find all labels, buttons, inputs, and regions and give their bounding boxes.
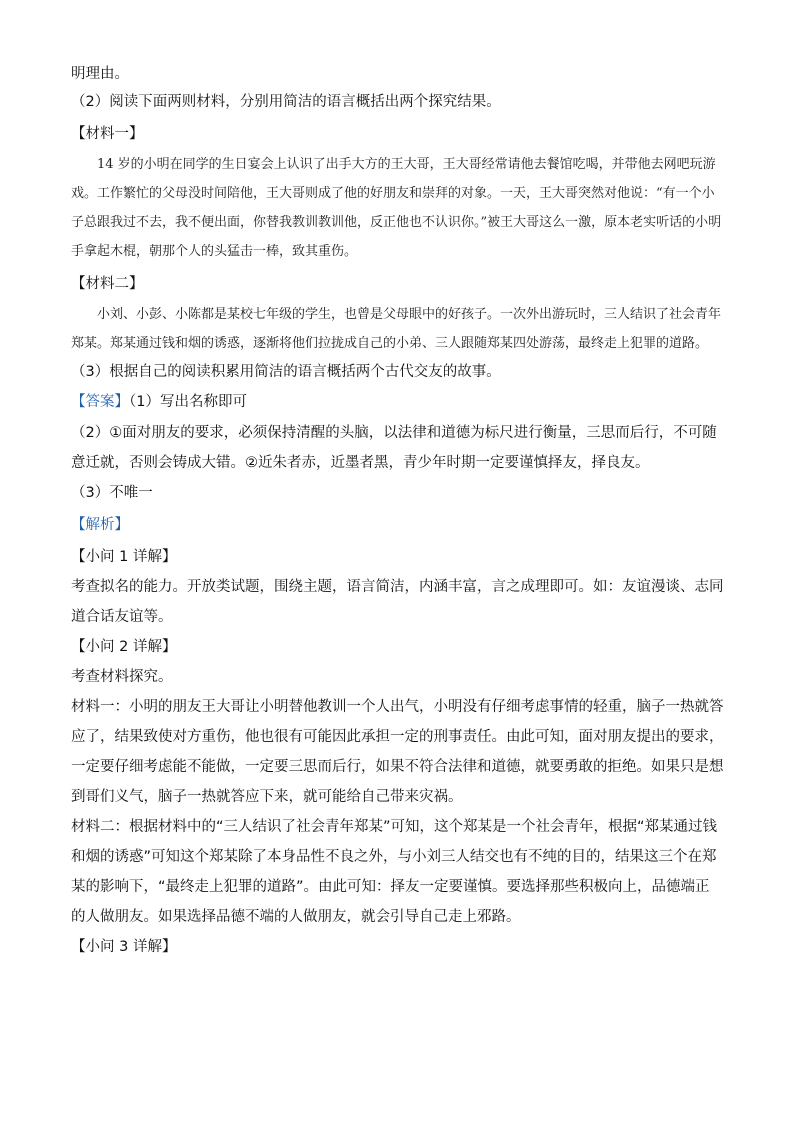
analysis-tag: 【解析】	[71, 517, 129, 533]
sub-question-2-material-1: 材料一：小明的朋友王大哥让小明替他教训一个人出气，小明没有仔细考虑事情的轻重，脑子一热就答应了，结果致使对方重伤，他也很有可能因此承担一定的刑事责任。由此可知，面对朋友提出的要求，一定要仔细考虑能不能做，一定要三思而后行，如果不符合法律和道德，就要勇敢的拒绝。如果只是想到哥们义气，脑子一热就答应下来，就可能给自己带来灾祸。	[71, 699, 724, 805]
material-2-text: 小刘、小彭、小陈都是某校七年级的学生，也曾是父母眼中的好孩子。一次外出游玩时，三人结识了社会青年郑某。郑某通过钱和烟的诱惑，逐渐将他们拉拢成自己的小弟、三人跟随郑某四处游荡，最终走上犯罪的道路。	[71, 307, 722, 351]
text-line: 明理由。	[71, 66, 129, 82]
material-1-title: 【材料一】	[71, 126, 144, 142]
material-2-title: 【材料二】	[71, 276, 144, 292]
answer-3: （3）不唯一	[71, 485, 153, 501]
answer-1: （1）写出名称即可	[129, 394, 247, 410]
sub-question-3-heading: 【小问 3 详解】	[71, 939, 177, 955]
question-2: （2）阅读下面两则材料，分别用简洁的语言概括出两个探究结果。	[71, 94, 501, 110]
answer-line-1	[71, 388, 724, 416]
sub-question-2-heading: 【小问 2 详解】	[71, 639, 177, 655]
sub-question-1-text: 考查拟名的能力。开放类试题，围绕主题，语言简洁，内涵丰富，言之成理即可。如：友谊漫谈、志同道合话友谊等。	[71, 579, 724, 625]
question-3: （3）根据自己的阅读积累用简洁的语言概括两个古代交友的故事。	[71, 364, 501, 380]
answer-2: （2）①面对朋友的要求，必须保持清醒的头脑，以法律和道德为标尺进行衡量，三思而后行，不可随意迁就，否则会铸成大错。②近朱者赤，近墨者黑，青少年时期一定要谨慎择友，择良友。	[71, 425, 717, 471]
material-1-text: 14 岁的小明在同学的生日宴会上认识了出手大方的王大哥，王大哥经常请他去餐馆吃喝，并带他去网吧玩游戏。工作繁忙的父母没时间陪他，王大哥则成了他的好朋友和崇拜的对象。一天，王大哥突然对他说：“有一个小子总跟我过不去，我不便出面，你替我教训教训他，反正他也不认识你。”被王大哥这么一激，原本老实听话的小明手拿起木棍，朝那个人的头猛击一棒，致其重伤。	[71, 157, 722, 259]
answer-tag: 【答案】	[71, 394, 129, 410]
sub-question-2-material-2: 材料二：根据材料中的“三人结识了社会青年郑某”可知，这个郑某是一个社会青年，根据“郑某通过钱和烟的诱惑”可知这个郑某除了本身品性不良之外，与小刘三人结交也有不纯的目的，结果这三个在郑某的影响下，“最终走上犯罪的道路”。由此可知：择友一定要谨慎。要选择那些积极向上，品德端正的人做朋友。如果选择品德不端的人做朋友，就会引导自己走上邪路。	[71, 819, 718, 925]
sub-question-1-heading: 【小问 1 详解】	[71, 549, 177, 565]
sub-question-2-intro: 考查材料探究。	[71, 669, 173, 685]
